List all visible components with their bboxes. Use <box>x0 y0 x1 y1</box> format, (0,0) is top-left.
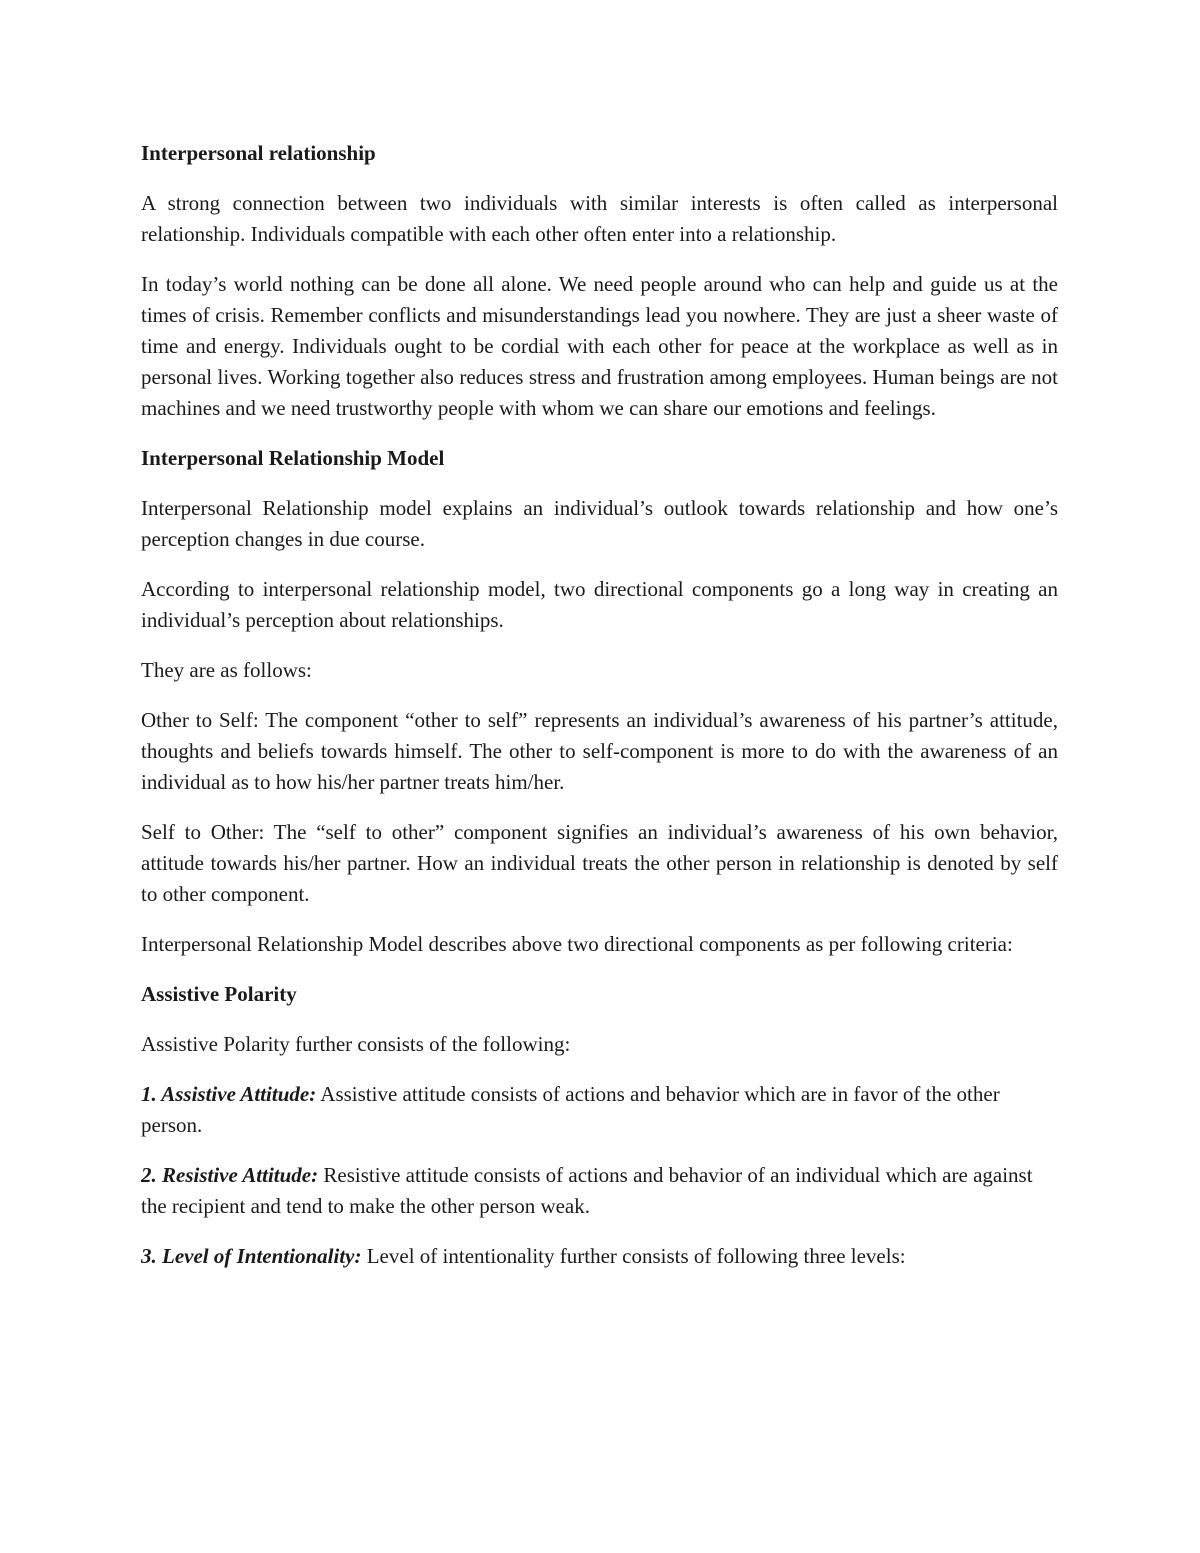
paragraph-as-follows: They are as follows: <box>141 658 312 682</box>
paragraph-model-explains: Interpersonal Relationship model explains an individual’s outlook towards relationship and how one’s perception changes in due course. <box>141 496 1058 551</box>
paragraph-definition: A strong connection between two individuals with similar interests is often called as interpersonal relationship. Individuals compatible with each other often enter into a relationship. <box>141 191 1058 246</box>
list-item-assistive-attitude <box>141 1079 1058 1141</box>
section-heading-interpersonal-relationship: Interpersonal relationship <box>141 141 376 165</box>
list-item-label: 1. Assistive Attitude: <box>141 1082 317 1106</box>
paragraph-other-to-self: Other to Self: The component “other to self” represents an individual’s awareness of his partner’s attitude, thoughts and beliefs towards himself. The other to self-component is more to do with the awareness of an individual as to how his/her partner treats him/her. <box>141 708 1058 794</box>
paragraph-model-describes: Interpersonal Relationship Model describes above two directional components as per following criteria: <box>141 932 1013 956</box>
paragraph-self-to-other: Self to Other: The “self to other” component signifies an individual’s awareness of his own behavior, attitude towards his/her partner. How an individual treats the other person in relationship is denoted by self to other component. <box>141 820 1058 906</box>
list-item-resistive-attitude <box>141 1160 1058 1222</box>
list-item-text: Assistive attitude consists of actions and behavior which are in favor of the other person. <box>141 1082 1000 1137</box>
section-heading-relationship-model: Interpersonal Relationship Model <box>141 446 445 470</box>
section-heading-assistive-polarity: Assistive Polarity <box>141 982 297 1006</box>
document-page <box>141 138 1058 1291</box>
list-item-level-of-intentionality <box>141 1241 1058 1272</box>
paragraph-todays-world: In today’s world nothing can be done all alone. We need people around who can help and guide us at the times of crisis. Remember conflicts and misunderstandings lead you nowhere. They are just a sheer waste of time and energy. Individuals ought to be cordial with each other for peace at the workplace as well as in personal lives. Working together also reduces stress and frustration among employees. Human beings are not machines and we need trustworthy people with whom we can share our emotions and feelings. <box>141 272 1058 420</box>
paragraph-directional-components: According to interpersonal relationship model, two directional components go a long way in creating an individual’s perception about relationships. <box>141 577 1058 632</box>
list-item-label: 3. Level of Intentionality: <box>141 1244 362 1268</box>
list-item-text: Level of intentionality further consists of following three levels: <box>361 1244 906 1268</box>
paragraph-polarity-consists: Assistive Polarity further consists of the following: <box>141 1032 571 1056</box>
list-item-label: 2. Resistive Attitude: <box>141 1163 319 1187</box>
list-item-text: Resistive attitude consists of actions and behavior of an individual which are against the recipient and tend to make the other person weak. <box>141 1163 1033 1218</box>
